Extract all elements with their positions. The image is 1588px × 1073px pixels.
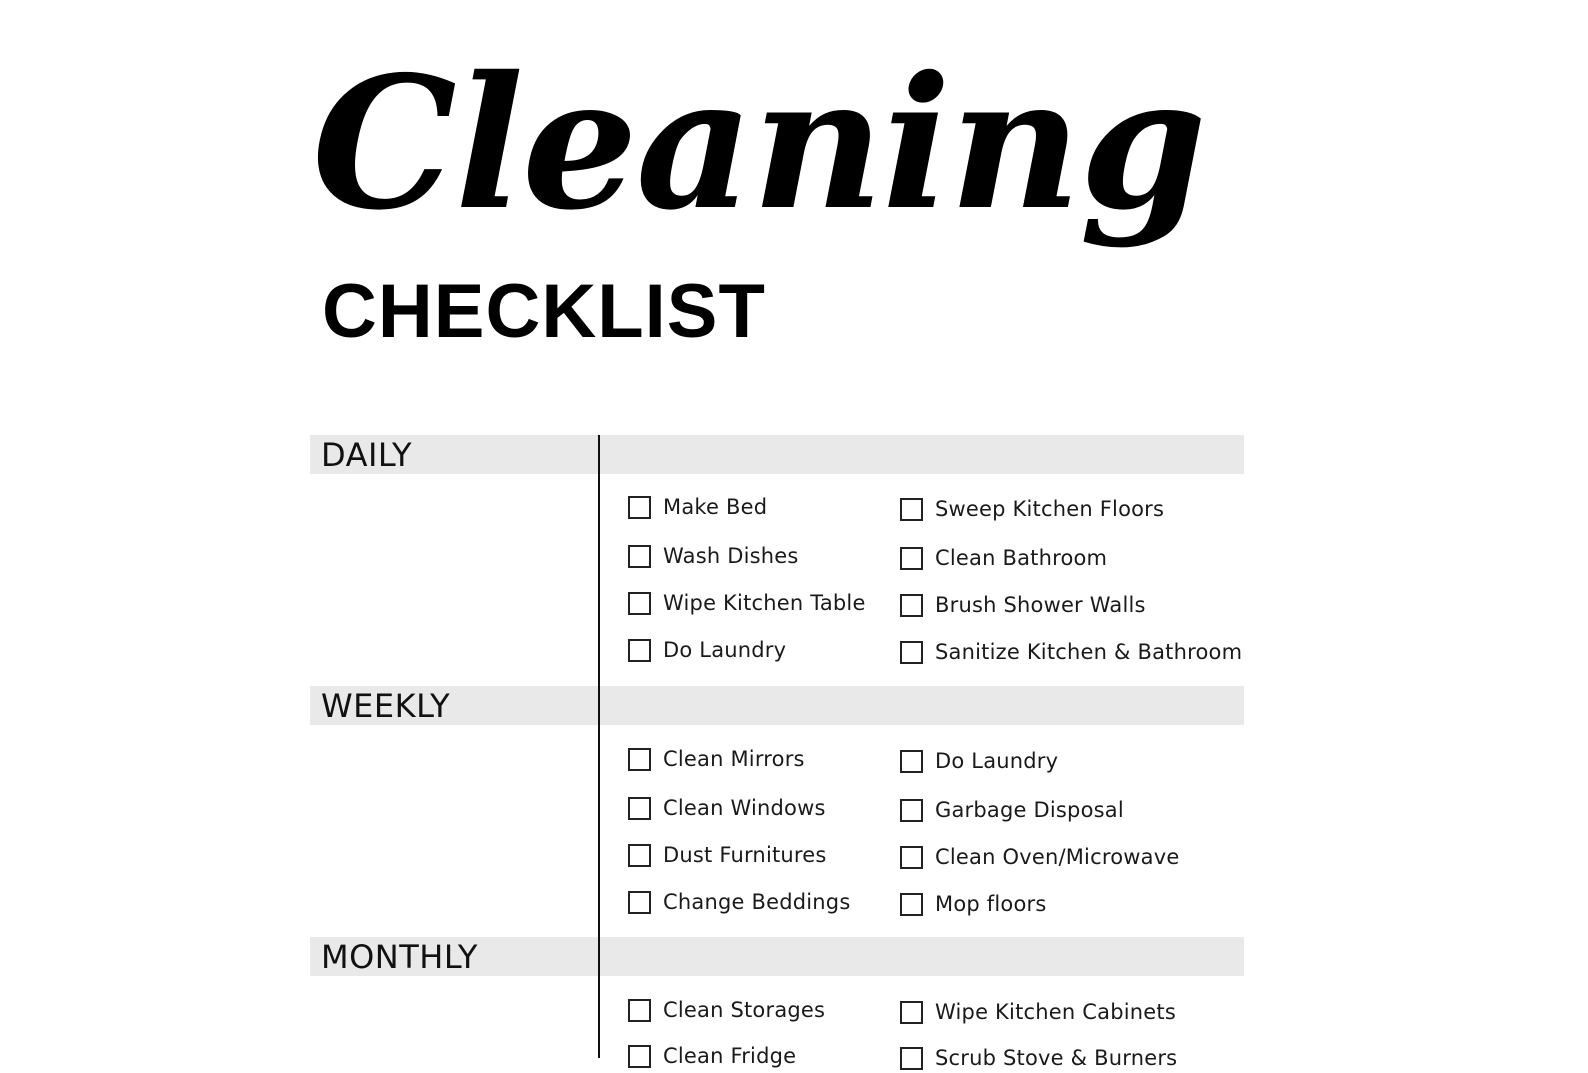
checkbox[interactable] [628,545,651,568]
task-clean-mirrors[interactable] [628,744,805,774]
task-garbage-disposal[interactable] [900,795,1124,825]
task-scrub-stove-burners[interactable] [900,1043,1177,1073]
checkbox[interactable] [628,797,651,820]
task-label: Wash Dishes [663,544,799,568]
section-label-monthly: MONTHLY [321,938,478,976]
task-make-bed[interactable] [628,492,767,522]
task-label: Clean Storages [663,998,826,1022]
task-label: Do Laundry [935,749,1059,773]
section-label-daily: DAILY [321,436,413,474]
task-label: Mop floors [935,892,1047,916]
task-label: Wipe Kitchen Table [663,591,866,615]
checkbox[interactable] [900,641,923,664]
task-wipe-kitchen-table[interactable] [628,588,866,618]
page-title: Cleaning [312,36,1205,250]
section-header-daily [310,435,1244,474]
task-wash-dishes[interactable] [628,541,799,571]
checkbox[interactable] [900,893,923,916]
task-clean-bathroom[interactable] [900,543,1107,573]
checkbox[interactable] [628,1045,651,1068]
task-clean-storages[interactable] [628,995,825,1025]
section-header-monthly [310,937,1244,976]
section-label-weekly: WEEKLY [321,687,451,725]
checkbox[interactable] [900,750,923,773]
checkbox[interactable] [900,1047,923,1070]
task-label: Scrub Stove & Burners [935,1046,1178,1070]
task-label: Sweep Kitchen Floors [935,497,1165,521]
checkbox[interactable] [900,799,923,822]
checkbox[interactable] [628,748,651,771]
page-subtitle: CHECKLIST [322,269,766,354]
checkbox[interactable] [628,891,651,914]
task-label: Make Bed [663,495,768,519]
checkbox[interactable] [900,1001,923,1024]
checkbox[interactable] [628,844,651,867]
task-label: Clean Fridge [663,1044,797,1068]
task-label: Clean Bathroom [935,546,1108,570]
task-clean-windows[interactable] [628,793,826,823]
task-label: Clean Oven/Microwave [935,845,1180,869]
checkbox[interactable] [900,594,923,617]
task-do-laundry[interactable] [628,635,786,665]
checkbox[interactable] [900,846,923,869]
checkbox[interactable] [628,999,651,1022]
task-clean-oven-microwave[interactable] [900,842,1179,872]
task-label: Clean Mirrors [663,747,805,771]
checkbox[interactable] [900,547,923,570]
checkbox[interactable] [628,496,651,519]
task-label: Sanitize Kitchen & Bathroom [935,640,1243,664]
task-sanitize-kitchen-bathroom[interactable] [900,637,1242,667]
task-wipe-kitchen-cabinets[interactable] [900,997,1176,1027]
task-label: Do Laundry [663,638,787,662]
task-do-laundry-weekly[interactable] [900,746,1058,776]
task-label: Change Beddings [663,890,851,914]
task-dust-furnitures[interactable] [628,840,827,870]
checkbox[interactable] [628,639,651,662]
task-change-beddings[interactable] [628,887,850,917]
task-clean-fridge[interactable] [628,1041,796,1071]
checkbox[interactable] [628,592,651,615]
checkbox[interactable] [900,498,923,521]
task-label: Garbage Disposal [935,798,1124,822]
task-label: Dust Furnitures [663,843,827,867]
task-label: Clean Windows [663,796,826,820]
task-label: Wipe Kitchen Cabinets [935,1000,1176,1024]
task-mop-floors[interactable] [900,889,1046,919]
task-brush-shower-walls[interactable] [900,590,1146,620]
column-divider [598,435,600,1058]
task-sweep-kitchen-floors[interactable] [900,494,1164,524]
section-header-weekly [310,686,1244,725]
task-label: Brush Shower Walls [935,593,1146,617]
